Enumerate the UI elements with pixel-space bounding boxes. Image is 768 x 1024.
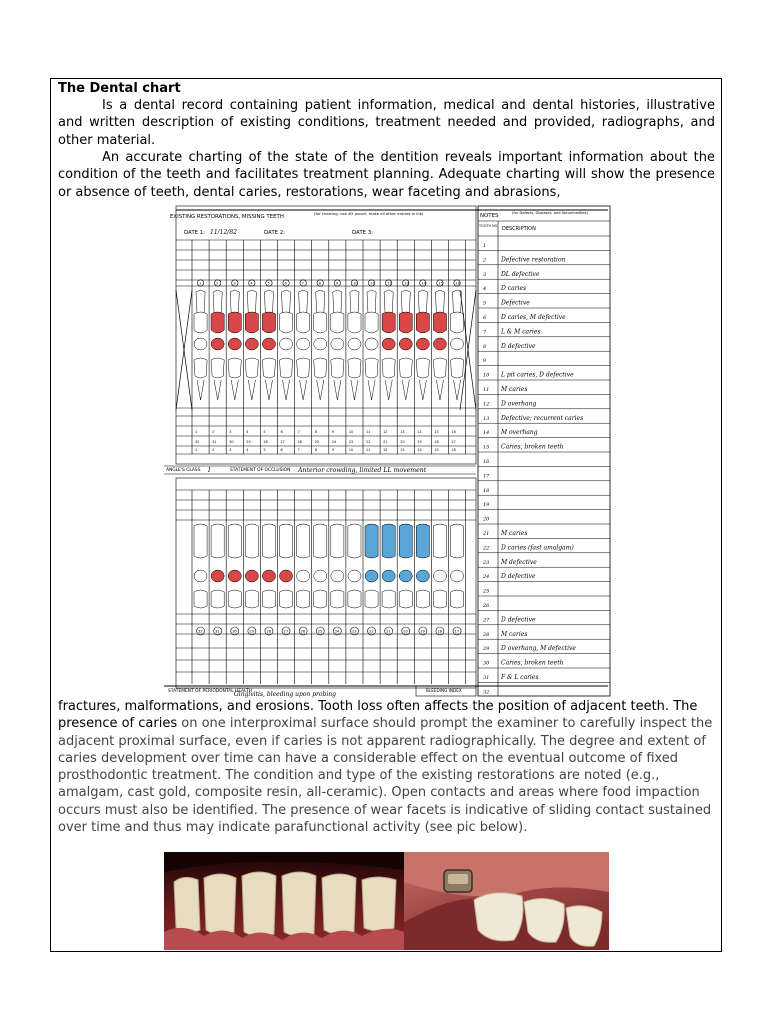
notes-description: DL defective	[501, 270, 540, 278]
date-1-value: 11/12/82	[210, 229, 237, 236]
notes-description: Defective restoration	[501, 256, 566, 264]
upper-tooth-number: 8	[318, 281, 322, 286]
lower-occlusal	[245, 570, 258, 582]
lower-tooth-number: 24	[334, 629, 340, 634]
lower-occlusal	[365, 570, 378, 582]
upper-crown	[451, 312, 464, 333]
lower-tooth-number: 32	[198, 629, 203, 634]
lower-crown	[262, 524, 275, 558]
notes-tooth-number: 9	[483, 358, 487, 365]
upper-tooth-number: 6	[284, 281, 287, 286]
notes-description: L pit caries, D defective	[501, 371, 574, 379]
angle-class-value: I	[208, 467, 211, 474]
pocket-depth-value: 15	[434, 430, 439, 434]
upper-occlusal	[399, 338, 412, 350]
lower-tooth-number: 21	[386, 629, 391, 634]
pocket-depth-value: 32	[195, 440, 200, 444]
upper-lingual	[348, 358, 361, 378]
notes-tooth-number: 17	[483, 473, 490, 480]
pocket-depth-value: 17	[451, 440, 456, 444]
lower-lingual	[245, 590, 258, 608]
notes-tooth-number: 4	[483, 286, 487, 293]
upper-crown	[228, 312, 241, 333]
pocket-depth-value: 28	[263, 440, 268, 444]
notes-description: M caries	[501, 386, 528, 393]
occlusion-statement: Anterior crowding, limited LL movement	[298, 467, 427, 474]
upper-crown	[399, 312, 412, 333]
upper-lingual	[314, 358, 327, 378]
notes-tooth-number: 2	[483, 257, 487, 264]
lower-tooth-number: 18	[437, 629, 443, 634]
lower-crown	[228, 524, 241, 558]
notes-tooth-number: 14	[483, 430, 490, 437]
notes-description: D caries	[501, 285, 527, 293]
lower-occlusal	[297, 570, 310, 582]
upper-crown	[365, 312, 378, 333]
notes-tooth-number: 16	[483, 459, 490, 465]
lower-crown	[416, 524, 429, 558]
upper-occlusal	[262, 338, 275, 350]
lower-occlusal	[399, 570, 412, 582]
lower-crown	[451, 524, 464, 558]
lower-occlusal	[433, 570, 446, 582]
notes-description: M caries	[501, 630, 528, 638]
lower-crown	[365, 524, 378, 558]
lower-lingual	[331, 590, 344, 608]
pocket-depth-value: 16	[451, 448, 456, 452]
lower-crown	[382, 524, 395, 558]
pocket-depth-value: 6	[280, 448, 283, 452]
lower-lingual	[416, 590, 429, 608]
upper-lingual	[262, 358, 275, 378]
paragraph-definition	[58, 97, 715, 149]
upper-lingual	[416, 358, 429, 378]
lower-crown	[297, 524, 310, 558]
upper-lingual	[297, 358, 310, 378]
lower-lingual	[262, 590, 275, 608]
upper-tooth-number: 12	[387, 281, 392, 286]
paragraph-charting-text: An accurate charting of the state of the dentition reveals important information about the condition of the teeth and facilitates treatment planning. Adequate charting will show the presence or absence of teeth, dental caries, restorations, wear faceting and abrasions,	[58, 150, 715, 200]
upper-lingual	[331, 358, 344, 378]
pocket-depth-value: 27	[280, 440, 285, 444]
worn-crown-photo	[404, 852, 609, 950]
upper-crown	[314, 312, 327, 333]
upper-lingual	[451, 358, 464, 378]
chart-header: EXISTING RESTORATIONS, MISSING TEETH	[170, 214, 284, 220]
upper-tooth-number: 11	[370, 281, 375, 286]
lower-tooth-number: 27	[283, 629, 289, 634]
lower-lingual	[399, 590, 412, 608]
upper-crown	[416, 312, 429, 333]
pocket-depth-value: 7	[297, 448, 300, 452]
pocket-depth-value: 23	[348, 440, 354, 444]
lower-lingual	[228, 590, 241, 608]
pocket-depth-value: 15	[434, 448, 439, 452]
upper-root	[299, 290, 308, 314]
pocket-depth-value: 5	[263, 430, 266, 434]
lower-lingual	[348, 590, 361, 608]
notes-description: Caries, broken teeth	[501, 443, 564, 451]
notes-col-tooth: TOOTH NO.	[479, 224, 499, 228]
lower-lingual	[211, 590, 224, 608]
lower-lingual	[365, 590, 378, 608]
occlusion-statement-label: STATEMENT OF OCCLUSION	[230, 468, 291, 473]
lower-lingual	[194, 590, 207, 608]
upper-tooth-number: 3	[233, 281, 236, 286]
upper-occlusal	[365, 338, 378, 350]
upper-root	[213, 290, 222, 314]
lower-occlusal	[314, 570, 327, 582]
upper-crown	[280, 312, 293, 333]
upper-occlusal	[331, 338, 344, 350]
paragraph-caries-lead: fractures, malformations, and erosions. Tooth loss often affects the position of adjacent teeth. The presence of caries	[58, 699, 698, 732]
notes-col-desc: DESCRIPTION	[502, 226, 536, 232]
pocket-depth-value: 12	[383, 448, 388, 452]
upper-root	[350, 290, 359, 314]
pocket-depth-value: 26	[297, 440, 302, 444]
upper-tooth-number: 13	[404, 281, 409, 286]
lower-occlusal	[382, 570, 395, 582]
notes-tooth-number: 20	[483, 516, 490, 523]
upper-tooth-number: 10	[352, 281, 358, 286]
pocket-depth-value: 19	[417, 440, 422, 444]
pocket-depth-value: 8	[314, 430, 317, 434]
perio-label: STATEMENT OF PERIODONTAL HEALTH	[168, 689, 252, 694]
upper-occlusal	[280, 338, 293, 350]
notes-description: D overhang	[501, 400, 537, 408]
pocket-depth-value: 8	[314, 448, 317, 452]
notes-description: D caries, M defective	[501, 314, 566, 321]
lower-occlusal	[228, 570, 241, 582]
pocket-depth-value: 4	[246, 448, 249, 452]
notes-tooth-number: 26	[483, 603, 490, 609]
pocket-depth-value: 25	[314, 440, 320, 444]
notes-tooth-number: 32	[483, 689, 490, 696]
upper-crown	[331, 312, 344, 333]
date-2-label: DATE 2:	[264, 230, 285, 236]
notes-tooth-number: 3	[483, 271, 487, 278]
upper-crown	[211, 312, 224, 333]
pocket-depth-value: 14	[417, 430, 422, 434]
upper-occlusal	[416, 338, 429, 350]
lower-occlusal	[331, 570, 344, 582]
dental-chart-figure	[164, 204, 612, 698]
notes-tooth-number: 19	[483, 502, 490, 509]
notes-tooth-number: 15	[483, 444, 490, 451]
lower-tooth-number: 30	[232, 629, 237, 634]
notes-tooth-number: 10	[483, 372, 490, 379]
notes-description: D defective	[501, 616, 536, 624]
lower-lingual	[297, 590, 310, 608]
pocket-depth-value: 2	[212, 448, 215, 452]
pocket-depth-value: 20	[400, 440, 405, 444]
pocket-depth-value: 29	[246, 440, 251, 444]
lower-occlusal	[416, 570, 429, 582]
notes-tooth-number: 28	[483, 631, 490, 638]
pocket-depth-value: 1	[195, 448, 198, 452]
notes-tooth-number: 8	[483, 343, 487, 350]
upper-tooth-number: 14	[421, 281, 426, 286]
lower-crown	[194, 524, 207, 558]
lower-tooth-number: 25	[317, 629, 323, 634]
notes-note: (for Defects, Diseases, and Abnormalities)	[512, 211, 588, 215]
pocket-depth-value: 31	[212, 440, 217, 444]
lower-crown	[433, 524, 446, 558]
notes-tooth-number: 27	[483, 617, 490, 624]
upper-root	[316, 290, 325, 314]
pocket-depth-value: 5	[263, 448, 266, 452]
pocket-depth-value: 10	[348, 448, 354, 452]
notes-tooth-number: 13	[483, 415, 490, 422]
lower-lingual	[433, 590, 446, 608]
notes-tooth-number: 24	[483, 574, 490, 581]
lower-tooth-number: 26	[300, 629, 306, 634]
lower-teeth-photo	[164, 852, 404, 950]
pocket-depth-value: 9	[331, 430, 334, 434]
upper-tooth-number: 15	[438, 281, 444, 286]
pocket-depth-value: 13	[400, 430, 405, 434]
pocket-depth-value: 6	[280, 430, 283, 434]
upper-tooth-number: 5	[267, 281, 270, 286]
upper-crown	[262, 312, 275, 333]
lower-tooth-number: 29	[249, 629, 254, 634]
lower-tooth-number: 28	[266, 629, 272, 634]
pocket-depth-value: 24	[331, 440, 337, 444]
notes-description: F & L caries	[501, 674, 539, 681]
notes-tooth-number: 23	[483, 559, 490, 566]
upper-lingual	[245, 358, 258, 378]
pocket-depth-value: 1	[195, 430, 198, 434]
lower-tooth-number: 22	[369, 629, 374, 634]
notes-tooth-number: 25	[483, 588, 490, 595]
angle-class-label: ANGLE'S CLASS	[166, 468, 201, 473]
pocket-depth-value: 11	[366, 448, 371, 452]
lower-crown	[245, 524, 258, 558]
upper-tooth-number: 1	[199, 281, 202, 286]
pocket-depth-value: 7	[297, 430, 300, 434]
lower-lingual	[314, 590, 327, 608]
pocket-depth-value: 3	[229, 430, 232, 434]
pocket-depth-value: 11	[366, 430, 371, 434]
upper-lingual	[365, 358, 378, 378]
lower-crown	[348, 524, 361, 558]
upper-occlusal	[348, 338, 361, 350]
upper-root	[384, 290, 393, 314]
pocket-depth-value: 30	[229, 440, 234, 444]
notes-tooth-number: 29	[483, 646, 490, 653]
lower-tooth-number: 23	[351, 629, 357, 634]
notes-tooth-number: 6	[483, 315, 487, 321]
upper-occlusal	[314, 338, 327, 350]
notes-tooth-number: 5	[483, 300, 487, 307]
upper-occlusal	[451, 338, 464, 350]
pocket-depth-value: 13	[400, 448, 405, 452]
upper-lingual	[228, 358, 241, 378]
upper-crown	[433, 312, 446, 333]
pocket-depth-value: 2	[212, 430, 215, 434]
upper-root	[418, 290, 427, 314]
lower-occlusal	[348, 570, 361, 582]
upper-lingual	[399, 358, 412, 378]
pocket-depth-value: 3	[229, 448, 232, 452]
notes-description: Caries, broken teeth	[501, 659, 564, 667]
upper-tooth-number: 2	[216, 281, 219, 286]
pocket-depth-value: 4	[246, 430, 249, 434]
notes-tooth-number: 21	[483, 531, 490, 537]
lower-occlusal	[194, 570, 207, 582]
notes-description: M overhang	[501, 429, 538, 437]
upper-occlusal	[211, 338, 224, 350]
lower-occlusal	[451, 570, 464, 582]
paragraph-definition-text: Is a dental record containing patient information, medical and dental histories, illustrative and written description of existing conditions, treatment needed and provided, radiographs, and other material.	[58, 98, 715, 148]
upper-occlusal	[194, 338, 207, 350]
notes-description: Defective	[501, 299, 530, 307]
upper-root	[367, 290, 376, 314]
notes-tooth-number: 1	[483, 243, 487, 249]
notes-description: L & M caries	[501, 328, 541, 336]
lower-crown	[331, 524, 344, 558]
upper-root	[196, 290, 205, 314]
upper-root	[247, 290, 256, 314]
pocket-depth-value: 12	[383, 430, 388, 434]
paragraph-caries	[58, 698, 715, 836]
upper-lingual	[433, 358, 446, 378]
paragraph-caries-body: on one interproximal surface should prompt the examiner to carefully inspect the adjacent proximal surface, even if caries is not apparent radiographically. The degree and extent of caries development over time can have a considerable effect on the eventual outcome of fixed prosthodontic treatment. The condition and type of the existing restorations are noted (e.g., amalgam, cast gold, composite resin, all-ceramic). Open contacts and areas where food impaction occurs must also be identified. The presence of wear facets is indicative of sliding contact sustained over time and thus may indicate parafunctional activity (see pic below).	[58, 716, 713, 836]
lower-tooth-number: 31	[215, 629, 220, 634]
lower-crown	[280, 524, 293, 558]
lower-occlusal	[262, 570, 275, 582]
upper-occlusal	[297, 338, 310, 350]
upper-crown	[194, 312, 207, 333]
upper-root	[264, 290, 273, 314]
lower-occlusal	[211, 570, 224, 582]
notes-tooth-number: 12	[483, 401, 490, 408]
pocket-depth-value: 10	[348, 430, 354, 434]
lower-lingual	[451, 590, 464, 608]
notes-tooth-number: 7	[483, 329, 487, 336]
upper-root	[435, 290, 444, 314]
lower-lingual	[382, 590, 395, 608]
upper-crown	[348, 312, 361, 333]
perio-statement: Gingivitis, bleeding upon probing	[234, 691, 336, 698]
upper-occlusal	[245, 338, 258, 350]
upper-lingual	[194, 358, 207, 378]
lower-crown	[399, 524, 412, 558]
notes-description: D overhang, M defective	[501, 645, 576, 653]
notes-tooth-number: 22	[483, 545, 490, 552]
lower-tooth-number: 20	[403, 629, 408, 634]
upper-occlusal	[433, 338, 446, 350]
notes-description: Defective; recurrent caries	[501, 414, 584, 422]
pocket-depth-value: 16	[451, 430, 456, 434]
lower-crown	[211, 524, 224, 558]
notes-tooth-number: 31	[483, 675, 490, 681]
upper-occlusal	[382, 338, 395, 350]
pocket-depth-value: 18	[434, 440, 439, 444]
chart-header-note: (for charting, use #2 pencil; make all other entries in ink)	[314, 211, 424, 216]
notes-description: M caries	[501, 530, 528, 537]
upper-crown	[245, 312, 258, 333]
notes-tooth-number: 18	[483, 487, 490, 494]
lower-tooth-number: 17	[454, 629, 460, 634]
bleeding-index-label: BLEEDING INDEX	[426, 688, 462, 693]
upper-crown	[297, 312, 310, 333]
upper-root	[282, 290, 291, 314]
upper-tooth-number: 7	[301, 281, 304, 286]
notes-description: D defective	[501, 573, 536, 581]
lower-occlusal	[280, 570, 293, 582]
upper-lingual	[382, 358, 395, 378]
upper-lingual	[280, 358, 293, 378]
pocket-depth-value: 14	[417, 448, 422, 452]
notes-description: D caries (fast amalgam)	[501, 544, 574, 552]
lower-lingual	[280, 590, 293, 608]
notes-description: M defective	[501, 558, 537, 566]
upper-tooth-number: 9	[335, 281, 339, 286]
notes-description: D defective	[501, 342, 536, 350]
page-title: The Dental chart	[58, 81, 181, 96]
upper-occlusal	[228, 338, 241, 350]
notes-tooth-number: 11	[483, 387, 490, 393]
upper-crown	[382, 312, 395, 333]
lower-tooth-number: 19	[420, 629, 425, 634]
pocket-depth-value: 9	[331, 448, 334, 452]
lower-crown	[314, 524, 327, 558]
date-1-label: DATE 1:	[184, 230, 205, 236]
paragraph-charting	[58, 149, 715, 201]
upper-tooth-number: 4	[250, 281, 253, 286]
notes-header: NOTES	[480, 213, 499, 219]
upper-root	[401, 290, 410, 314]
upper-lingual	[211, 358, 224, 378]
upper-root	[333, 290, 342, 314]
date-3-label: DATE 3:	[352, 230, 373, 236]
pocket-depth-value: 21	[383, 440, 388, 444]
pocket-depth-value: 22	[366, 440, 371, 444]
upper-root	[230, 290, 239, 314]
upper-tooth-number: 16	[455, 281, 461, 286]
notes-tooth-number: 30	[483, 660, 490, 667]
